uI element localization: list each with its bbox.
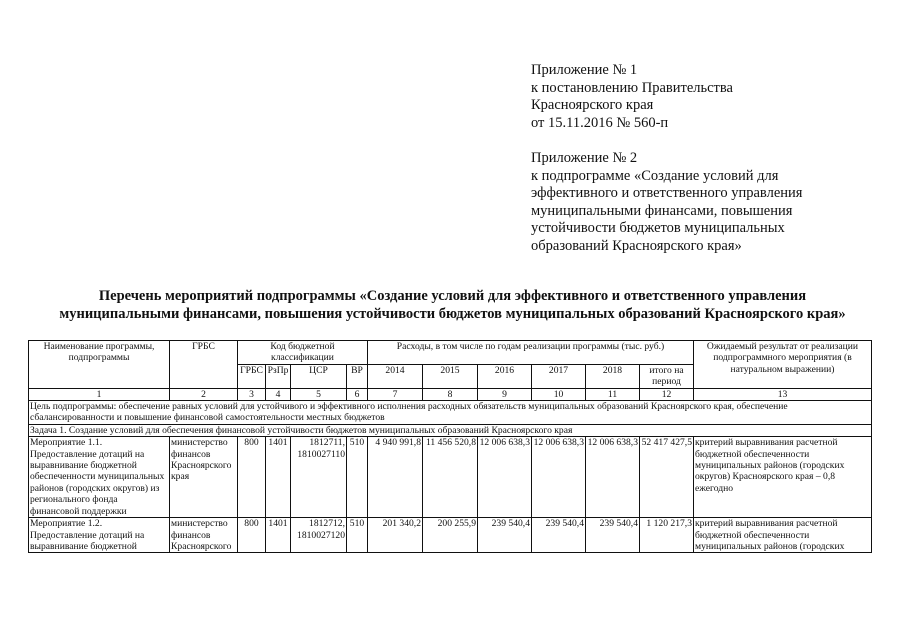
subheader-total: итого на период — [640, 364, 694, 388]
task-cell: Задача 1. Создание условий для обеспечения финансовой устойчивости бюджетов муниципальных образований Красноярского края — [29, 424, 872, 436]
row-result: критерий выравнивания расчетной бюджетной обеспеченности муниципальных районов (городских — [694, 518, 872, 553]
row-csr: 1812712, 1810027120 — [291, 518, 347, 553]
row-2014: 201 340,2 — [368, 518, 423, 553]
goal-cell: Цель подпрограммы: обеспечение равных условий для устойчивого и эффективного исполнения расходных обязательств муниципальных образований Красноярского края, обеспечение сбалансированности и повышение финансовой самостоятельности местных бюджетов — [29, 401, 872, 425]
table-row — [29, 437, 872, 518]
subheader-rzpr: РзПр — [266, 364, 291, 388]
row-grbs: министерство финансов Красноярского края — [170, 437, 238, 518]
row-2018: 12 006 638,3 — [586, 437, 640, 518]
column-number: 5 — [291, 388, 347, 400]
column-number: 6 — [347, 388, 368, 400]
header-expenses: Расходы, в том числе по годам реализации программы (тыс. руб.) — [368, 341, 694, 365]
subheader-2016: 2016 — [478, 364, 532, 388]
document-title — [20, 287, 885, 323]
column-number: 13 — [694, 388, 872, 400]
column-numbers-row — [29, 388, 872, 400]
title-line: Перечень мероприятий подпрограммы «Создание условий для эффективного и ответственного управления — [98, 288, 807, 304]
row-vr: 510 — [347, 437, 368, 518]
header-grbs: ГРБС — [170, 341, 238, 389]
row-rzpr: 1401 — [266, 437, 291, 518]
row-name: Мероприятие 1.1. Предоставление дотаций на выравнивание бюджетной обеспеченности муниципальных районов (городских округов) из регионального фонда финансовой поддержки — [29, 437, 170, 518]
row-2017: 12 006 638,3 — [532, 437, 586, 518]
column-number: 10 — [532, 388, 586, 400]
annex-2-line: эффективного и ответственного управления — [531, 185, 803, 202]
goal-row — [29, 401, 872, 425]
annex-2-line: образований Красноярского края» — [531, 237, 742, 254]
annex-2-line: устойчивости бюджетов муниципальных — [531, 220, 785, 237]
annex-1-line: Приложение № 1 — [531, 62, 638, 78]
annex-2-block — [531, 150, 802, 256]
row-vr: 510 — [347, 518, 368, 553]
row-csr: 1812711, 1810027110 — [291, 437, 347, 518]
annex-1-block — [531, 62, 733, 132]
column-number: 4 — [266, 388, 291, 400]
table-row — [29, 518, 872, 553]
subheader-csr: ЦСР — [291, 364, 347, 388]
column-number: 7 — [368, 388, 423, 400]
row-code-grbs: 800 — [238, 518, 266, 553]
row-2015: 200 255,9 — [423, 518, 478, 553]
row-rzpr: 1401 — [266, 518, 291, 553]
annex-1-line: Красноярского края — [531, 97, 654, 114]
header-row — [29, 341, 872, 365]
row-name: Мероприятие 1.2. Предоставление дотаций на выравнивание бюджетной — [29, 518, 170, 553]
row-2016: 12 006 638,3 — [478, 437, 532, 518]
header-result: Ожидаемый результат от реализации подпрограммного мероприятия (в натуральном выражении) — [694, 341, 872, 389]
annex-2-line: Приложение № 2 — [531, 150, 638, 166]
row-2014: 4 940 991,8 — [368, 437, 423, 518]
column-number: 3 — [238, 388, 266, 400]
subheader-2018: 2018 — [586, 364, 640, 388]
annex-2-line: муниципальными финансами, повышения — [531, 202, 793, 219]
row-2017: 239 540,4 — [532, 518, 586, 553]
column-number: 1 — [29, 388, 170, 400]
row-total: 52 417 427,5 — [640, 437, 694, 518]
header-budget-code: Код бюджетной классификации — [238, 341, 368, 365]
column-number: 9 — [478, 388, 532, 400]
row-2015: 11 456 520,8 — [423, 437, 478, 518]
subheader-vr: ВР — [347, 364, 368, 388]
row-result: критерий выравнивания расчетной бюджетной обеспеченности муниципальных районов (городских округов) Красноярского края – 0,8 ежегодно — [694, 437, 872, 518]
row-2018: 239 540,4 — [586, 518, 640, 553]
annex-1-line: от 15.11.2016 № 560-п — [531, 114, 669, 131]
column-number: 11 — [586, 388, 640, 400]
row-2016: 239 540,4 — [478, 518, 532, 553]
title-line: муниципальными финансами, повышения устойчивости бюджетов муниципальных образований Красноярского края» — [59, 306, 846, 322]
column-number: 8 — [423, 388, 478, 400]
subheader-2014: 2014 — [368, 364, 423, 388]
subheader-2017: 2017 — [532, 364, 586, 388]
subheader-grbs: ГРБС — [238, 364, 266, 388]
column-number: 2 — [170, 388, 238, 400]
measures-table — [28, 340, 872, 553]
task-row — [29, 424, 872, 436]
column-number: 12 — [640, 388, 694, 400]
row-grbs: министерство финансов Красноярского — [170, 518, 238, 553]
row-code-grbs: 800 — [238, 437, 266, 518]
header-name: Наименование программы, подпрограммы — [29, 341, 170, 389]
annex-1-line: к постановлению Правительства — [531, 79, 733, 96]
annex-2-line: к подпрограмме «Создание условий для — [531, 167, 779, 184]
row-total: 1 120 217,3 — [640, 518, 694, 553]
subheader-2015: 2015 — [423, 364, 478, 388]
